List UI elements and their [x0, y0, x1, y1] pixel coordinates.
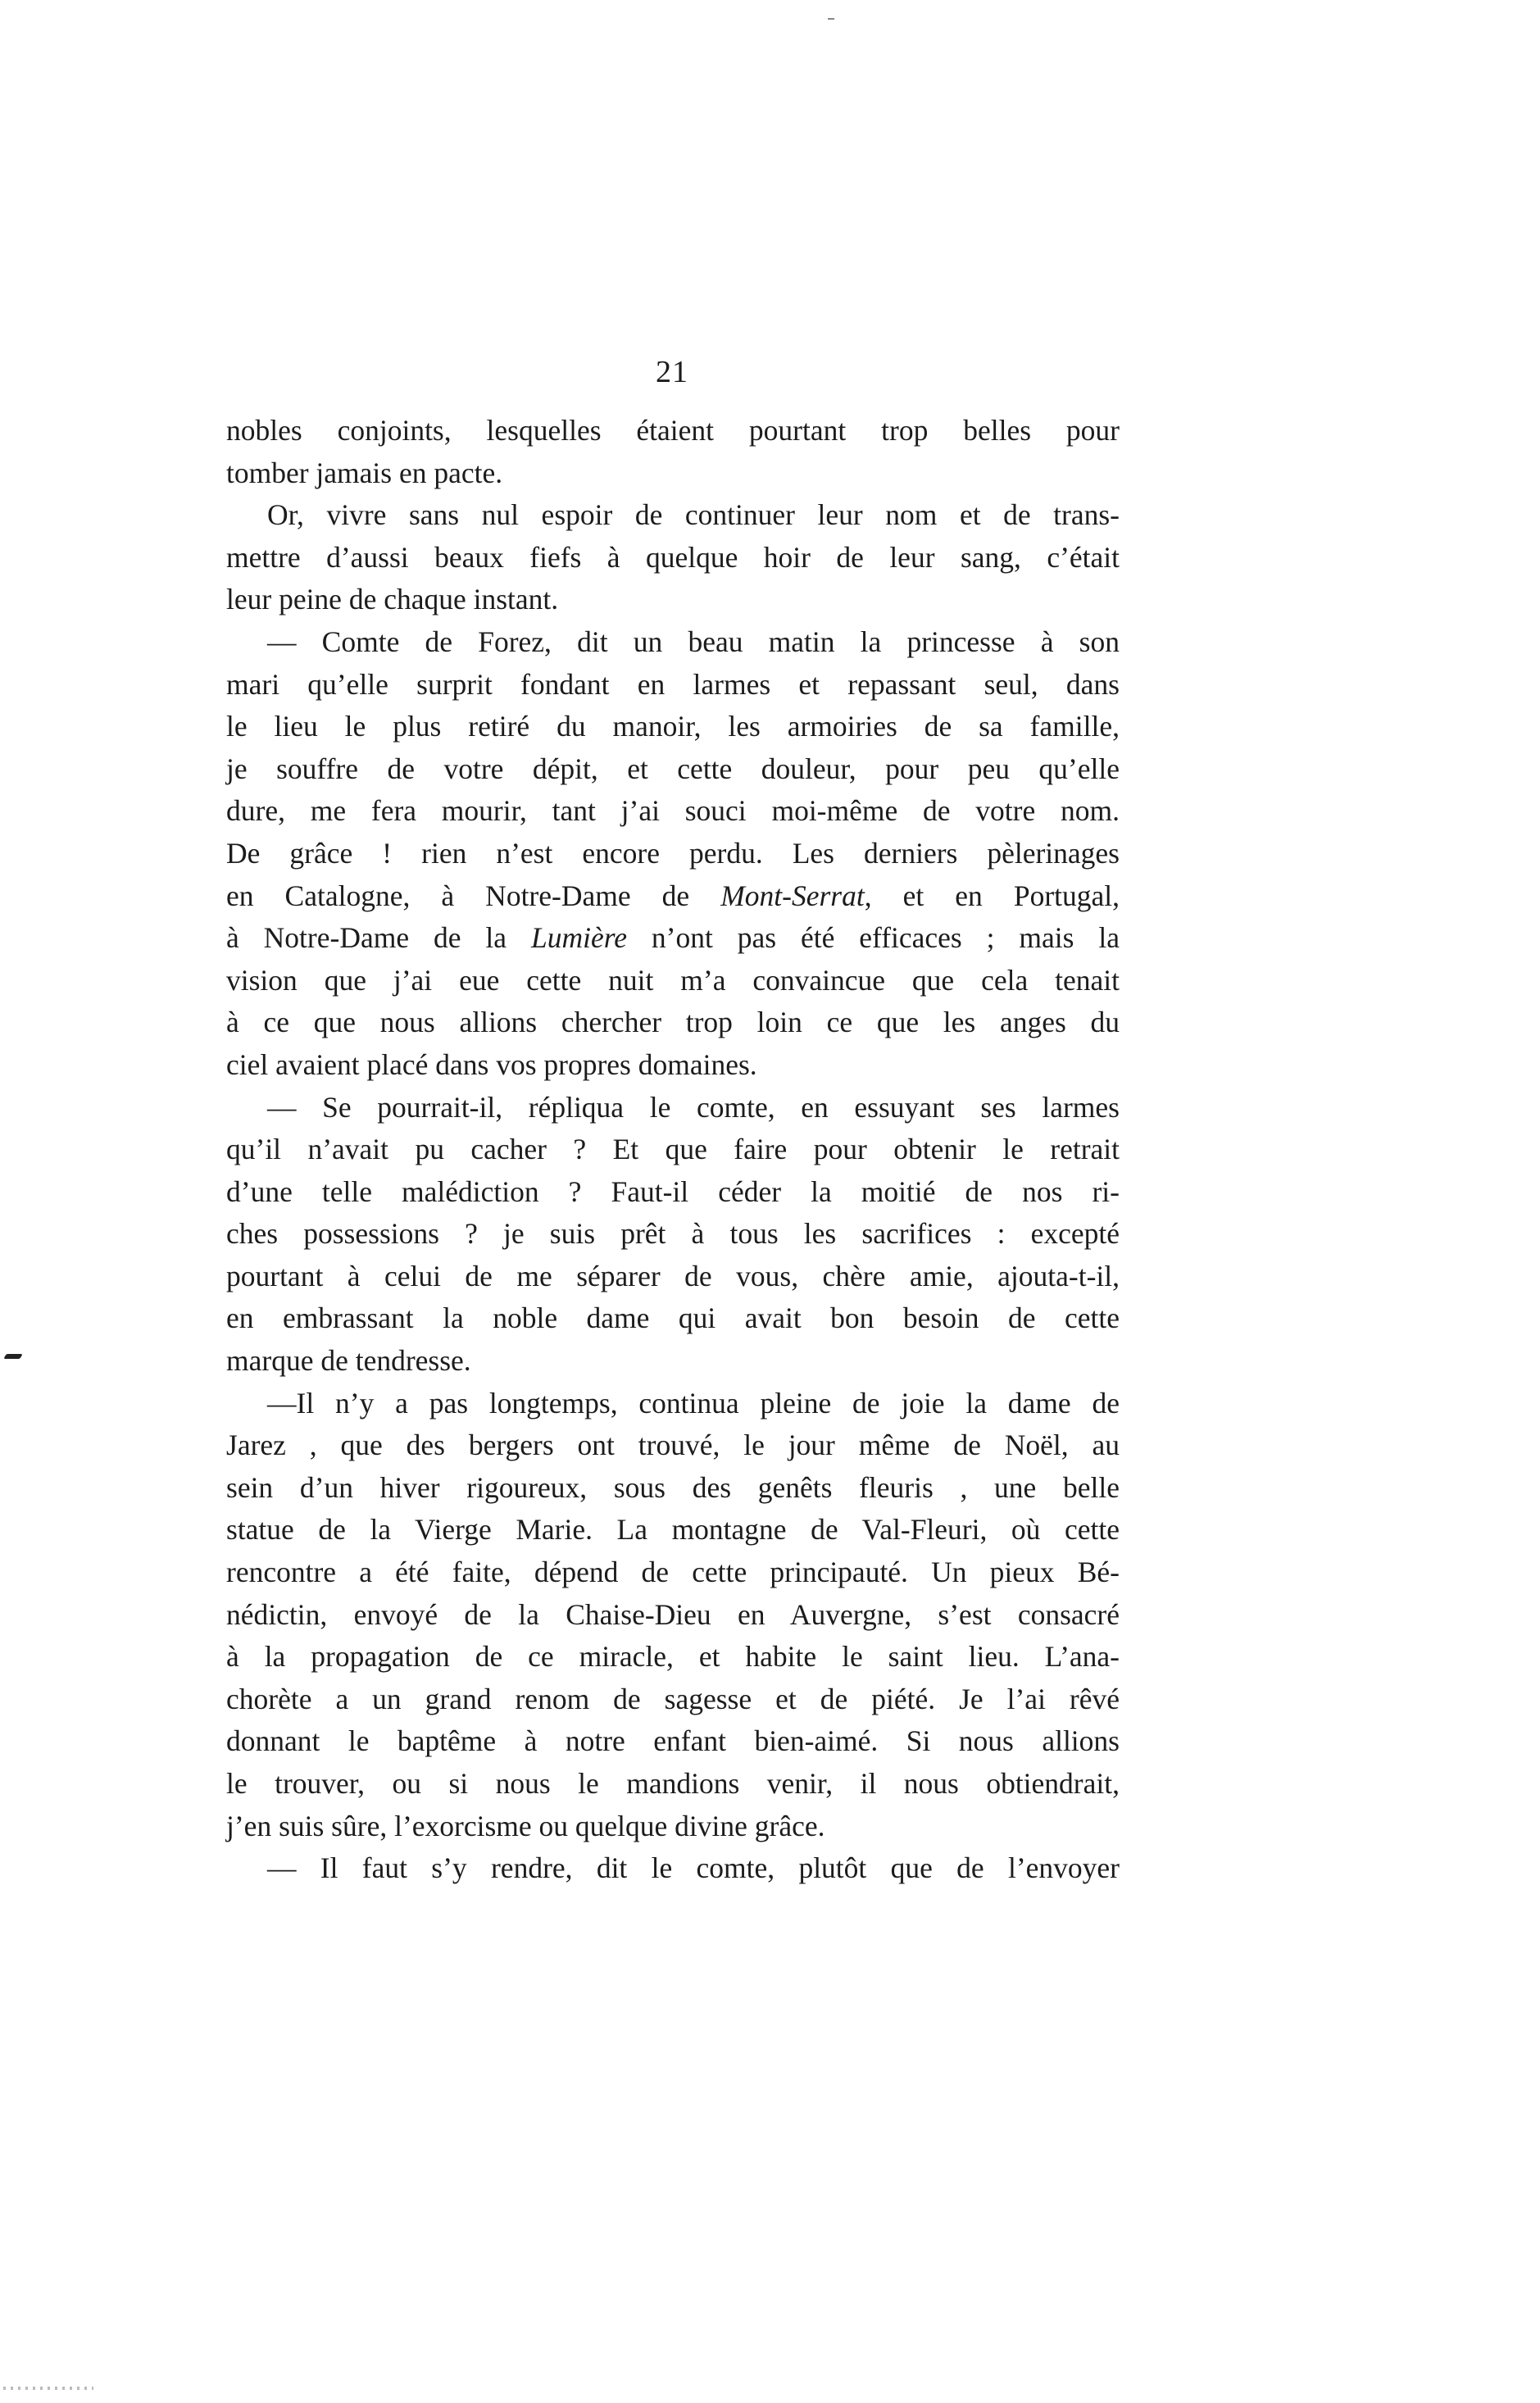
text-line: ches possessions ? je suis prêt à tous les sacrifices : excepté	[226, 1217, 1120, 1251]
text-line: ciel avaient placé dans vos propres domaines.	[226, 1047, 757, 1081]
text-line: dure, me fera mourir, tant j’ai souci moi-même de votre nom.	[226, 794, 1120, 828]
text-line: le trouver, ou si nous le mandions venir, il nous obtiendrait,	[226, 1767, 1120, 1800]
text-line: en Catalogne, à Notre-Dame de Mont-Serrat, et en Portugal,	[226, 879, 1120, 912]
text-line: mari qu’elle surprit fondant en larmes et repassant seul, dans	[226, 667, 1120, 701]
text-line: Jarez , que des bergers ont trouvé, le jour même de Noël, au	[226, 1429, 1120, 1462]
text-line: chorète a un grand renom de sagesse et de piété. Je l’ai rêvé	[226, 1682, 1120, 1715]
text-line: à ce que nous allions chercher trop loin ce que les anges du	[226, 1006, 1120, 1039]
text-line: donnant le baptême à notre enfant bien-aimé. Si nous allions	[226, 1724, 1120, 1758]
text-line: j’en suis sûre, l’exorcisme ou quelque divine grâce.	[226, 1809, 825, 1842]
scan-smudge	[3, 2387, 93, 2390]
text-line: leur peine de chaque instant.	[226, 583, 559, 616]
text-line: à la propagation de ce miracle, et habite le saint lieu. L’ana-	[226, 1640, 1120, 1674]
text-line: marque de tendresse.	[226, 1344, 471, 1378]
text-line: nédictin, envoyé de la Chaise-Dieu en Auvergne, s’est consacré	[226, 1597, 1120, 1631]
text-line: en embrassant la noble dame qui avait bon besoin de cette	[226, 1301, 1120, 1335]
text-line: tomber jamais en pacte.	[226, 456, 503, 489]
print-speck	[828, 18, 834, 20]
text-line: vision que j’ai eue cette nuit m’a convaincue que cela tenait	[226, 963, 1120, 997]
body-text	[226, 410, 1120, 1890]
text-line: rencontre a été faite, dépend de cette principauté. Un pieux Bé-	[226, 1556, 1120, 1589]
text-line: d’une telle malédiction ? Faut-il céder la moitié de nos ri-	[226, 1174, 1120, 1208]
text-line: —Il n’y a pas longtemps, continua pleine de joie la dame de	[267, 1386, 1120, 1420]
text-line: pourtant à celui de me séparer de vous, chère amie, ajouta-t-il,	[226, 1259, 1120, 1292]
text-line: à Notre-Dame de la Lumière n’ont pas été efficaces ; mais la	[226, 921, 1120, 955]
text-line: sein d’un hiver rigoureux, sous des genêts fleuris , une belle	[226, 1470, 1120, 1504]
text-line: — Il faut s’y rendre, dit le comte, plutôt que de l’envoyer	[267, 1851, 1120, 1885]
text-line: mettre d’aussi beaux fiefs à quelque hoir de leur sang, c’était	[226, 540, 1120, 574]
text-line: qu’il n’avait pu cacher ? Et que faire pour obtenir le retrait	[226, 1133, 1120, 1166]
text-line: Or, vivre sans nul espoir de continuer leur nom et de trans-	[267, 498, 1120, 532]
text-line: — Comte de Forez, dit un beau matin la princesse à son	[267, 625, 1120, 658]
text-line: — Se pourrait-il, répliqua le comte, en essuyant ses larmes	[267, 1090, 1120, 1124]
text-line: De grâce ! rien n’est encore perdu. Les derniers pèlerinages	[226, 836, 1120, 870]
text-line: le lieu le plus retiré du manoir, les armoiries de sa famille,	[226, 710, 1120, 743]
text-line: je souffre de votre dépit, et cette douleur, pour peu qu’elle	[226, 752, 1120, 785]
page-number: 21	[656, 355, 688, 389]
text-line: statue de la Vierge Marie. La montagne de Val-Fleuri, où cette	[226, 1513, 1120, 1547]
margin-mark	[3, 1354, 22, 1359]
text-line: nobles conjoints, lesquelles étaient pourtant trop belles pour	[226, 414, 1120, 447]
